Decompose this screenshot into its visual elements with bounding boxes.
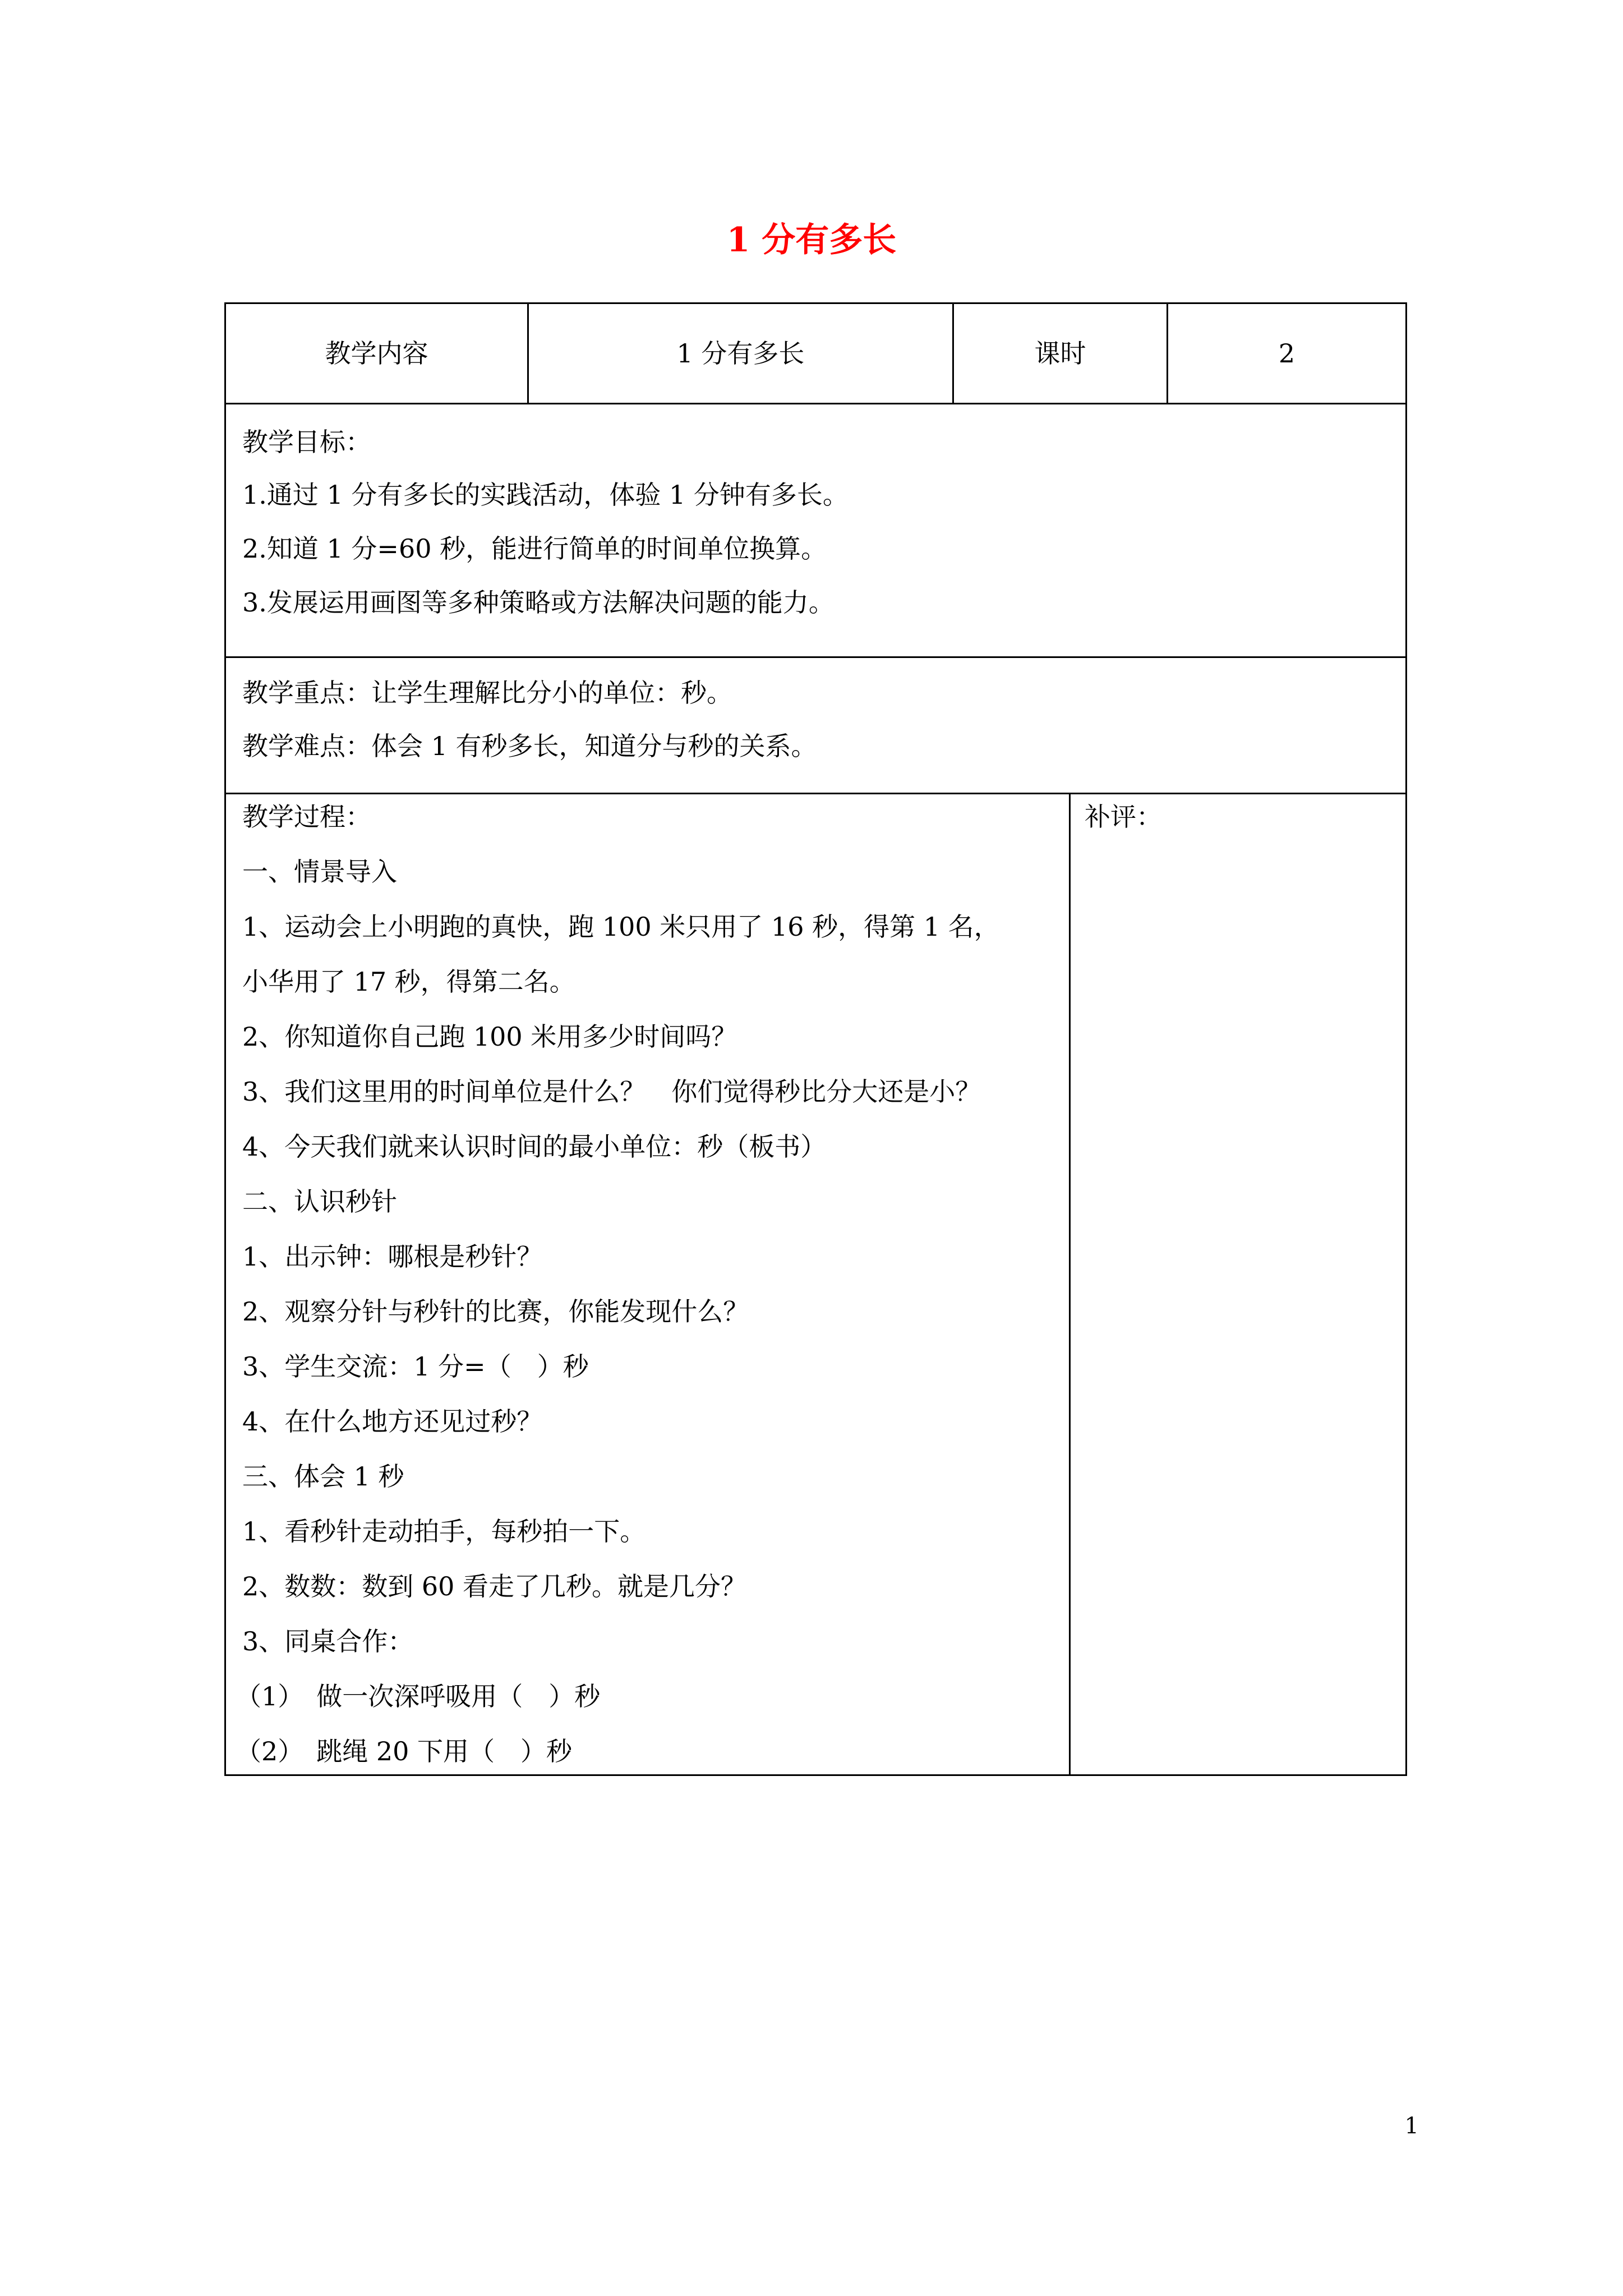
process-heading: 教学过程： [242,802,371,832]
process-line: 一、情景导入 [242,857,397,887]
table-divider-3 [224,793,1407,794]
header-period: 2 [1278,338,1295,369]
table-divider-2 [224,656,1407,658]
page-number: 1 [1404,2113,1419,2139]
table-border-top [224,302,1407,304]
process-line: 三、体会 1 秒 [242,1461,404,1492]
page-title: 1 分有多长 [726,220,897,260]
goal-item: 2.知道 1 分=60 秒，能进行简单的时间单位换算。 [242,533,827,564]
process-line: 二、认识秒针 [242,1186,397,1217]
header-label-period: 课时 [1034,338,1086,369]
remark-heading: 补评： [1085,802,1162,832]
process-line: （1） 做一次深呼吸用（ ）秒 [236,1681,601,1711]
process-line: 4、在什么地方还见过秒？ [242,1406,543,1437]
process-line: 1、出示钟：哪根是秒针？ [242,1241,543,1272]
process-line: 小华用了 17 秒，得第二名。 [242,967,575,997]
process-line: 3、同桌合作： [242,1626,414,1657]
header-content: 1 分有多长 [676,338,805,369]
process-line: 2、数数：数到 60 看走了几秒。就是几分？ [242,1571,747,1602]
header-label-content: 教学内容 [325,338,428,369]
process-line: 2、观察分针与秒针的比赛，你能发现什么？ [242,1296,749,1327]
goals-heading: 教学目标： [242,427,371,457]
process-line: 4、今天我们就来认识时间的最小单位：秒（板书） [242,1131,827,1162]
process-line: 1、运动会上小明跑的真快，跑 100 米只用了 16 秒，得第 1 名， [242,912,1000,942]
table-border-bottom [224,1774,1407,1776]
table-border-right [1405,302,1407,1776]
goal-item: 3.发展运用画图等多种策略或方法解决问题的能力。 [242,587,834,618]
process-line: 1、看秒针走动拍手，每秒拍一下。 [242,1516,646,1547]
process-line: 3、我们这里用的时间单位是什么？ 你们觉得秒比分大还是小？ [242,1076,981,1107]
table-divider-1 [224,403,1407,404]
goal-item: 1.通过 1 分有多长的实践活动，体验 1 分钟有多长。 [242,480,849,510]
difficulty: 教学难点：体会 1 有秒多长，知道分与秒的关系。 [242,731,817,761]
table-border-left [224,302,226,1776]
process-line: （2） 跳绳 20 下用（ ）秒 [236,1736,573,1766]
process-line: 2、你知道你自己跑 100 米用多少时间吗？ [242,1022,737,1052]
process-line: 3、学生交流：1 分=（ ）秒 [242,1351,589,1382]
process-remark-divider [1069,793,1071,1776]
key-point: 教学重点：让学生理解比分小的单位：秒。 [242,678,732,708]
